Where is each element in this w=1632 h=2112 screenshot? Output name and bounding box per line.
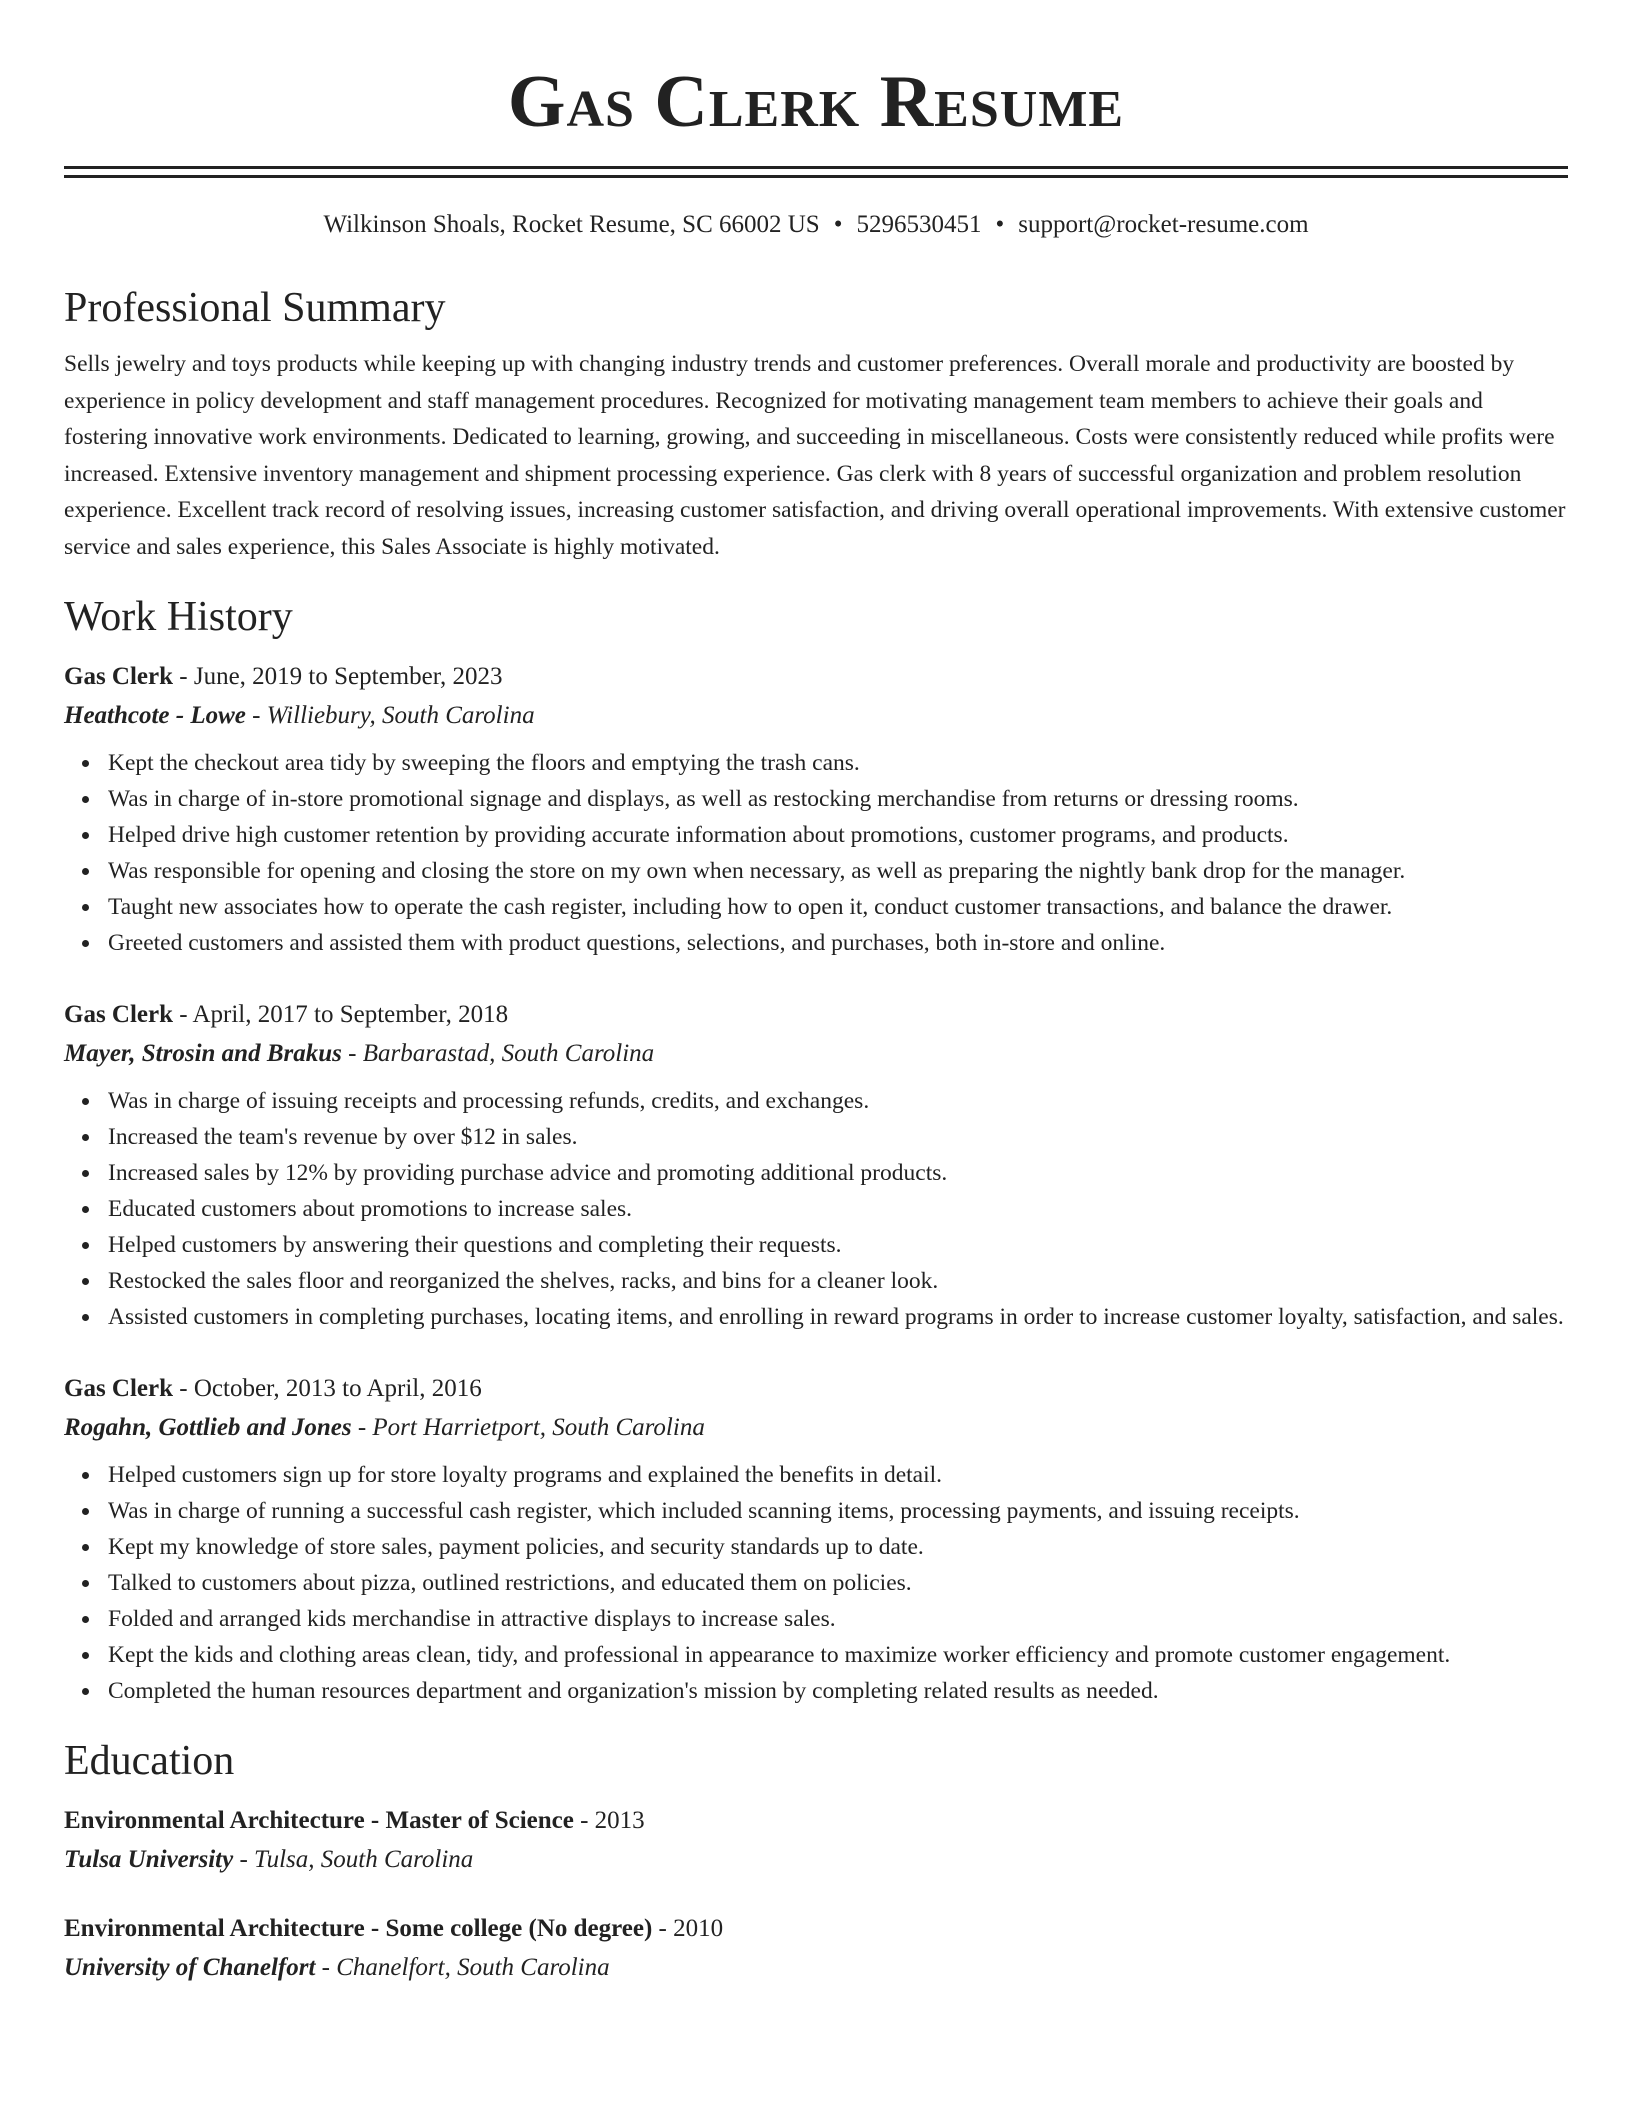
job-location: - Williebury, South Carolina	[245, 702, 535, 729]
job-title-line	[64, 995, 1568, 1034]
job-company-line	[64, 1034, 1568, 1073]
title-double-rule	[64, 166, 1568, 178]
contact-email: support@rocket-resume.com	[1018, 211, 1309, 238]
list-item: Folded and arranged kids merchandise in attractive displays to increase sales.	[108, 1601, 1568, 1637]
list-item: Talked to customers about pizza, outlined restrictions, and educated them on policies.	[108, 1565, 1568, 1601]
education-heading: Education	[64, 1738, 235, 1784]
job-location: - Port Harrietport, South Carolina	[351, 1414, 705, 1441]
job-bullets	[64, 745, 1568, 961]
list-item: Was in charge of running a successful cash register, which included scanning items, processing payments, and issuing receipts.	[108, 1493, 1568, 1529]
contact-address: Wilkinson Shoals, Rocket Resume, SC 66002 US	[323, 211, 820, 238]
degree-line	[64, 1801, 1568, 1840]
contact-separator: •	[995, 211, 1005, 238]
school-location: - Chanelfort, South Carolina	[315, 1954, 610, 1981]
list-item: Was in charge of in-store promotional signage and displays, as well as restocking merchandise from returns or dressing rooms.	[108, 781, 1568, 817]
degree-line	[64, 1909, 1568, 1948]
education-entry	[64, 1801, 1568, 1879]
job-title-line	[64, 1369, 1568, 1408]
job-company: Rogahn, Gottlieb and Jones	[64, 1414, 352, 1441]
job-company: Heathcote - Lowe	[64, 702, 246, 729]
contact-phone: 5296530451	[856, 211, 982, 238]
job-dates: - October, 2013 to April, 2016	[173, 1375, 482, 1402]
job-title: Gas Clerk	[64, 663, 174, 690]
list-item: Helped drive high customer retention by providing accurate information about promotions, customer programs, and products.	[108, 817, 1568, 853]
degree: Environmental Architecture - Some college (No degree)	[64, 1915, 653, 1942]
job-title-line	[64, 657, 1568, 696]
list-item: Taught new associates how to operate the cash register, including how to open it, conduct customer transactions, and balance the drawer.	[108, 889, 1568, 925]
job-entry	[64, 1369, 1568, 1709]
job-location: - Barbarastad, South Carolina	[341, 1040, 655, 1067]
school-line	[64, 1948, 1568, 1987]
list-item: Helped customers by answering their questions and completing their requests.	[108, 1227, 1568, 1263]
summary-heading: Professional Summary	[64, 285, 446, 331]
list-item: Was responsible for opening and closing the store on my own when necessary, as well as preparing the nightly bank drop for the manager.	[108, 853, 1568, 889]
school: University of Chanelfort	[64, 1954, 316, 1981]
degree-year: - 2013	[573, 1807, 645, 1834]
job-company-line	[64, 1408, 1568, 1447]
resume-title: Gas Clerk Resume	[507, 61, 1125, 143]
list-item: Kept my knowledge of store sales, payment policies, and security standards up to date.	[108, 1529, 1568, 1565]
school-line	[64, 1840, 1568, 1879]
job-company: Mayer, Strosin and Brakus	[64, 1040, 342, 1067]
degree: Environmental Architecture - Master of Science	[64, 1807, 574, 1834]
job-entry	[64, 657, 1568, 961]
list-item: Helped customers sign up for store loyalty programs and explained the benefits in detail.	[108, 1457, 1568, 1493]
summary-text: Sells jewelry and toys products while keeping up with changing industry trends and customer preferences. Overall morale and productivity are boosted by experience in policy development and staff management procedures. Recognized for motivating management team members to achieve their goals and fostering innovative work environments. Dedicated to learning, growing, and succeeding in miscellaneous. Costs were consistently reduced while profits were increased. Extensive inventory management and shipment processing experience. Gas clerk with 8 years of successful organization and problem resolution experience. Excellent track record of resolving issues, increasing customer satisfaction, and driving overall operational improvements. With extensive customer service and sales experience, this Sales Associate is highly motivated.	[64, 351, 1566, 560]
job-dates: - April, 2017 to September, 2018	[173, 1001, 509, 1028]
list-item: Was in charge of issuing receipts and processing refunds, credits, and exchanges.	[108, 1083, 1568, 1119]
list-item: Educated customers about promotions to increase sales.	[108, 1191, 1568, 1227]
job-bullets	[64, 1083, 1568, 1335]
school-location: - Tulsa, South Carolina	[233, 1846, 474, 1873]
work-history-heading: Work History	[64, 594, 293, 640]
contact-line	[64, 208, 1568, 242]
list-item: Greeted customers and assisted them with product questions, selections, and purchases, both in-store and online.	[108, 925, 1568, 961]
list-item: Assisted customers in completing purchases, locating items, and enrolling in reward programs in order to increase customer loyalty, satisfaction, and sales.	[108, 1299, 1568, 1335]
school: Tulsa University	[64, 1846, 234, 1873]
list-item: Completed the human resources department and organization's mission by completing related results as needed.	[108, 1673, 1568, 1709]
list-item: Kept the kids and clothing areas clean, tidy, and professional in appearance to maximize worker efficiency and promote customer engagement.	[108, 1637, 1568, 1673]
list-item: Kept the checkout area tidy by sweeping the floors and emptying the trash cans.	[108, 745, 1568, 781]
list-item: Increased the team's revenue by over $12 in sales.	[108, 1119, 1568, 1155]
list-item: Restocked the sales floor and reorganized the shelves, racks, and bins for a cleaner look.	[108, 1263, 1568, 1299]
job-bullets	[64, 1457, 1568, 1709]
job-dates: - June, 2019 to September, 2023	[173, 663, 503, 690]
contact-separator: •	[833, 211, 843, 238]
job-title: Gas Clerk	[64, 1001, 174, 1028]
job-entry	[64, 995, 1568, 1335]
job-company-line	[64, 696, 1568, 735]
education-entry	[64, 1909, 1568, 1987]
degree-year: - 2010	[652, 1915, 724, 1942]
job-title: Gas Clerk	[64, 1375, 174, 1402]
list-item: Increased sales by 12% by providing purchase advice and promoting additional products.	[108, 1155, 1568, 1191]
